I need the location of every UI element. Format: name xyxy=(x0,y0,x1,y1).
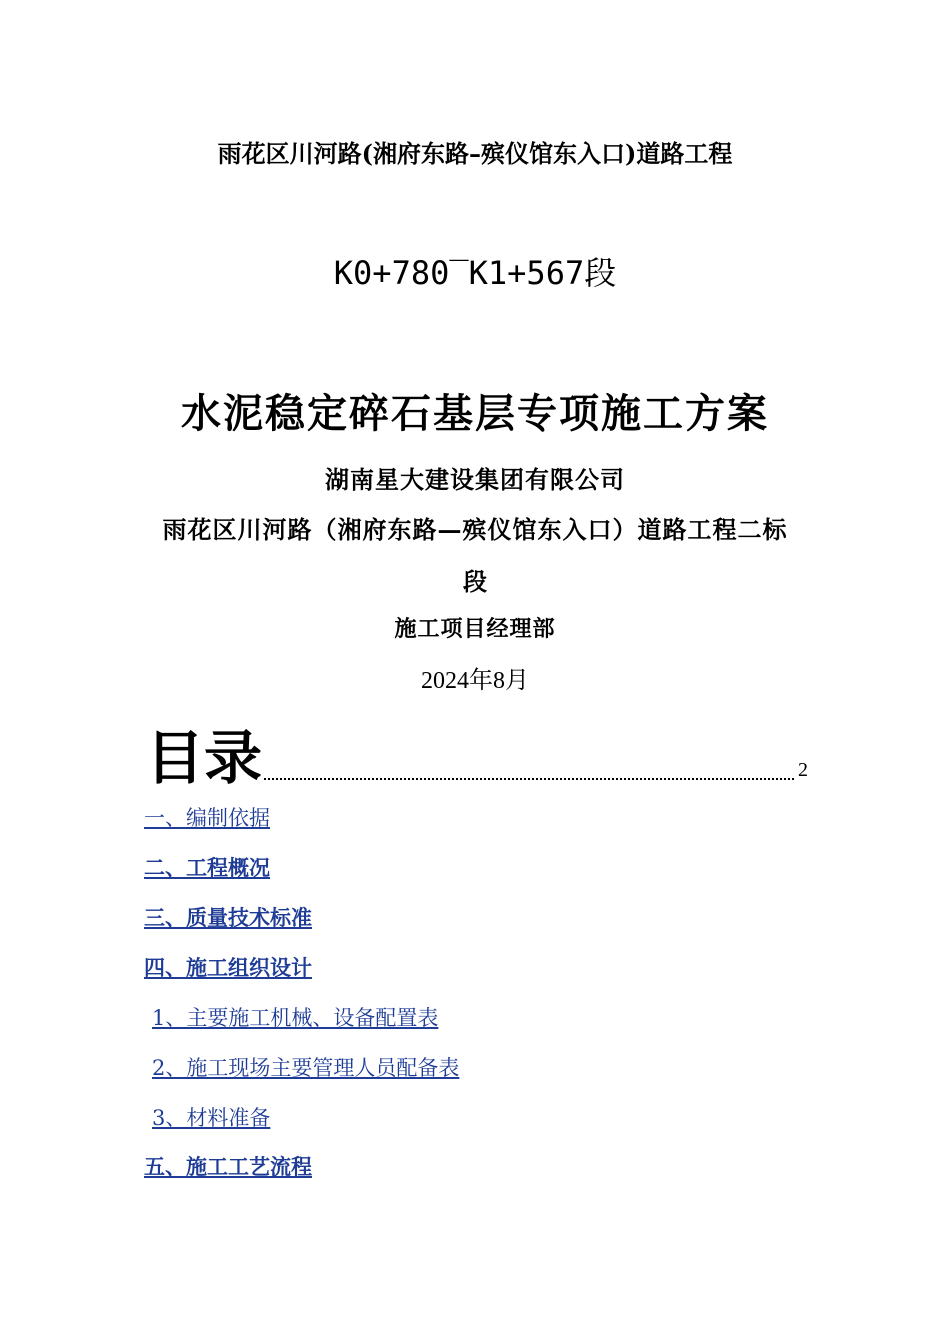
department-name: 施工项目经理部 xyxy=(394,616,556,642)
section-range: K0+780‾K1+567段 xyxy=(333,254,617,292)
plan-title: 水泥稳定碎石基层专项施工方案 xyxy=(181,390,769,437)
toc-link-staff-table[interactable]: 2、施工现场主要管理人员配备表 xyxy=(152,1056,460,1080)
toc-link-overview[interactable]: 二、工程概况 xyxy=(144,855,270,880)
toc-header xyxy=(146,724,808,790)
document-date: 2024年8月 xyxy=(421,668,529,694)
toc-link-equipment-table[interactable]: 1、主要施工机械、设备配置表 xyxy=(152,1006,439,1030)
toc-link-basis[interactable]: 一、编制依据 xyxy=(144,806,270,830)
toc-leader-dots xyxy=(264,777,794,780)
project-section-line-2: 段 xyxy=(463,567,487,596)
toc-link-materials[interactable]: 3、材料准备 xyxy=(152,1106,271,1130)
toc-page-number: 2 xyxy=(798,759,808,781)
toc-title: 目录 xyxy=(146,724,263,792)
toc-link-organization-design[interactable]: 四、施工组织设计 xyxy=(144,955,312,980)
project-section-line-1: 雨花区川河路（湘府东路—殡仪馆东入口）道路工程二标 xyxy=(162,515,788,544)
project-title: 雨花区川河路(湘府东路–殡仪馆东入口)道路工程 xyxy=(217,139,733,168)
company-name: 湖南星大建设集团有限公司 xyxy=(325,465,625,494)
toc-link-process-flow[interactable]: 五、施工工艺流程 xyxy=(144,1154,312,1179)
toc-link-quality-standards[interactable]: 三、质量技术标准 xyxy=(144,905,312,930)
